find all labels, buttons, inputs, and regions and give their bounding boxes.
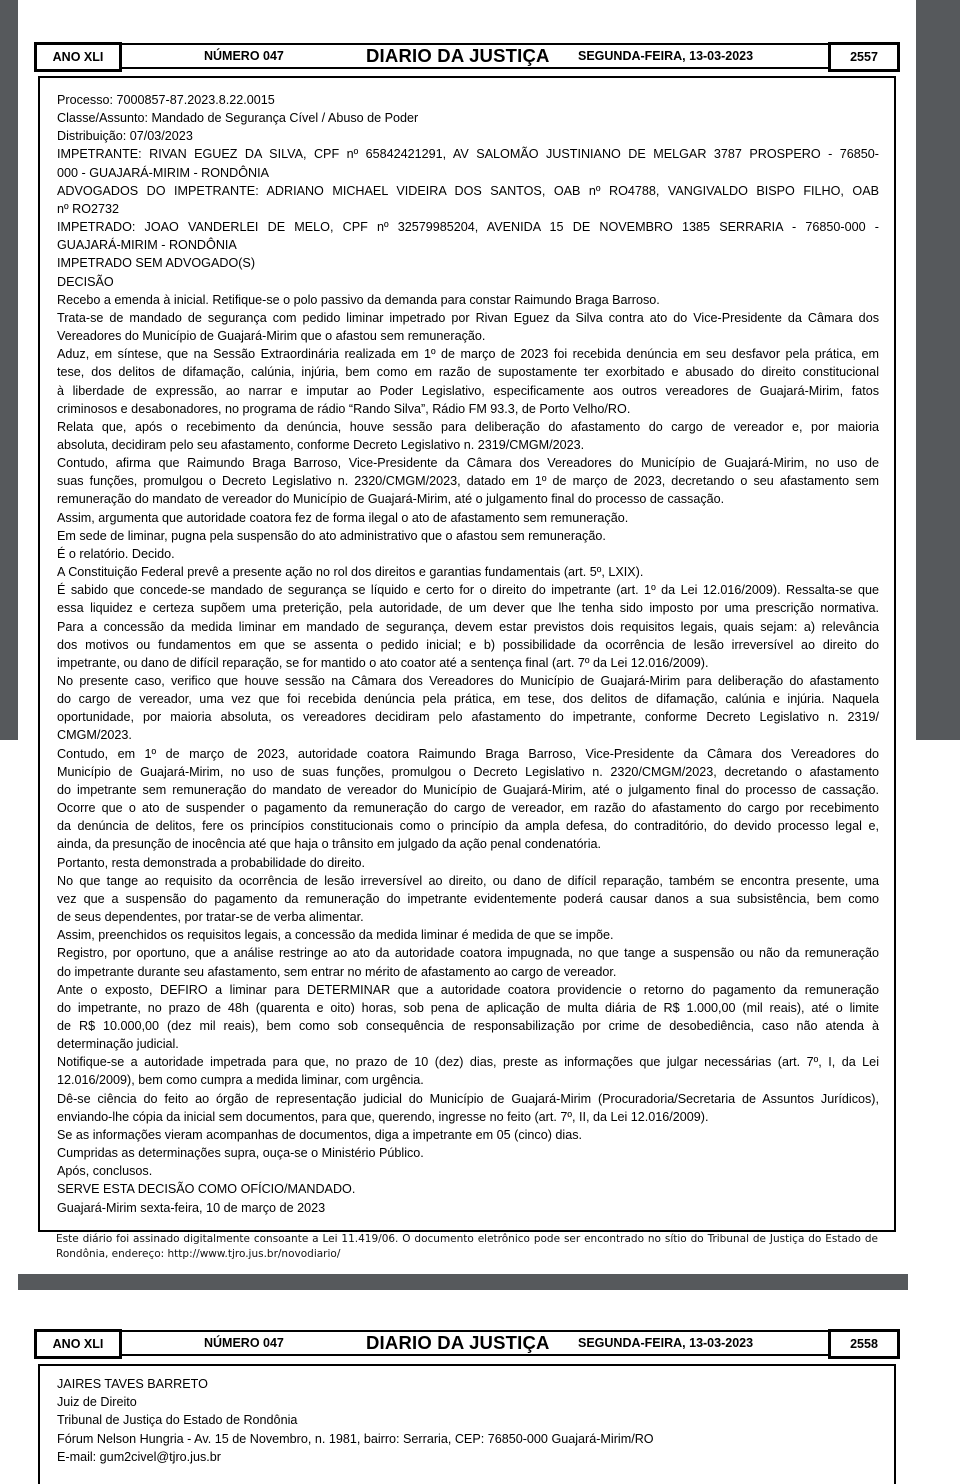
text-line: JAIRES TAVES BARRETO (57, 1377, 208, 1391)
text-line: Vereadores do Município de Guajará-Mirim que o afastou sem remuneração. (57, 329, 486, 344)
text-line: Tribunal de Justiça do Estado de Rondônia (57, 1413, 298, 1428)
page-number: 2557 (850, 50, 878, 64)
text-line: DECISÃO (57, 274, 114, 289)
signature-block (57, 1375, 879, 1466)
text-line: SERVE ESTA DECISÃO COMO OFÍCIO/MANDADO. (57, 1182, 356, 1197)
text-line: Trata-se de mandado de segurança com pedido liminar impetrado por Rivan Eguez da Silva contra ato do Vice-Presidente da Câmara dos (57, 310, 879, 325)
text-line: IMPETRANTE: RIVAN EGUEZ DA SILVA, CPF nº 65842421291, AV SALOMÃO JUSTINIANO DE MELGAR 3787 PROSPERO - 76850- (57, 147, 879, 162)
text-line: 12.016/2009), bem como cumpra a medida liminar, com urgência. (57, 1073, 424, 1088)
text-line: suas funções, promulgou o Decreto Legislativo n. 2320/CMGM/2023, datado em 1º de março de 2023, decretando o seu afastamento sem (57, 474, 879, 489)
text-line: IMPETRADO: JOAO VANDERLEI DE MELO, CPF nº 32579985204, AVENIDA 15 DE NOVEMBRO 1385 SERRARIA - 76850-000 - (57, 220, 879, 235)
text-line: determinação judicial. (57, 1037, 179, 1052)
year-box (34, 1329, 122, 1359)
issue-number: NÚMERO 047 (204, 49, 284, 63)
text-line: Fórum Nelson Hungria - Av. 15 de Novembro, n. 1981, bairro: Serraria, CEP: 76850-000 Guajará-Mirim/RO (57, 1431, 654, 1446)
text-line: Juiz de Direito (57, 1395, 137, 1410)
text-line: A Constituição Federal prevê a presente ação no rol dos direitos e garantias fundamentais (art. 5º, LXIX). (57, 565, 644, 580)
text-line: Registro, por oportuno, que a análise restringe ao ato da autoridade coatora impugnada, no que tange a suspensão ou não da remuneração (57, 946, 879, 961)
text-line: CMGM/2023. (57, 728, 132, 743)
text-line: No que tange ao requisito da ocorrência de lesão irreversível ao direito, ou dano de difícil reparação, também se encontra presente, uma (57, 873, 879, 888)
text-line: Distribuição: 07/03/2023 (57, 129, 193, 144)
text-line: Em sede de liminar, pugna pela suspensão do ato administrativo que o afastou sem remuneração. (57, 528, 606, 543)
text-line: Notifique-se a autoridade impetrada para que, no prazo de 10 (dez) dias, preste as informações que julgar necessárias (art. 7º, I, da Lei (57, 1055, 879, 1070)
text-line: Contudo, afirma que Raimundo Braga Barroso, Vice-Presidente da Câmara dos Vereadores do Município de Guajará-Mirim, no uso de (57, 456, 879, 471)
text-line: Cumpridas as determinações supra, ouça-se o Ministério Público. (57, 1146, 424, 1161)
year-box (34, 42, 122, 72)
text-line: Recebo a emenda à inicial. Retifique-se o polo passivo da demanda para constar Raimundo Braga Barroso. (57, 292, 660, 307)
text-line: IMPETRADO SEM ADVOGADO(S) (57, 256, 256, 271)
journal-title: DIARIO DA JUSTIÇA (366, 45, 550, 66)
text-line: ainda, da presunção de inocência até que haja o trânsito em julgado da ação penal condenatória. (57, 837, 602, 852)
text-line: GUAJARÁ-MIRIM - RONDÔNIA (57, 238, 237, 253)
page-number-box (828, 1329, 900, 1359)
text-line: do impetrante sem remuneração do mandato de vereador do Município de Guajará-Mirim, até o julgamento final do processo de cassação. (57, 782, 879, 797)
issue-date: SEGUNDA-FEIRA, 13-03-2023 (578, 1336, 754, 1350)
text-line: E-mail: gum2civel@tjro.jus.br (57, 1449, 221, 1464)
text-line: de seus dependentes, por tratar-se de verba alimentar. (57, 910, 364, 925)
text-line: da denúncia de delitos, fere os princípios constitucionais como o princípio da ampla defesa, do contraditório, do devido processo legal e, (57, 819, 879, 834)
page-number: 2558 (850, 1337, 878, 1351)
text-line: Portanto, resta demonstrada a probabilidade do direito. (57, 855, 366, 870)
text-line: Ante o exposto, DEFIRO a liminar para DETERMINAR que a autoridade coatora providencie o retorno do pagamento da remuneração (57, 982, 879, 997)
signature-text-frame (38, 1364, 896, 1484)
text-line: No presente caso, verifico que houve sessão na Câmara dos Vereadores do Município de Guajará-Mirim para deliberação do afastamento (57, 674, 879, 688)
text-line: É sabido que concede-se mandado de segurança se líquido e certo for o direito do impetrante (art. 1º da Lei 12.016/2009). Ressalta-se que (57, 583, 879, 598)
decision-text (57, 91, 879, 1217)
issue-number: NÚMERO 047 (204, 1336, 284, 1350)
text-line: essa liquidez e certeza supõem uma preterição, pela autoridade, de um dever que lhe tenha sido imposto por uma prescrição normativa. (57, 601, 879, 616)
text-line: Aduz, em síntese, que na Sessão Extraordinária realizada em 1º de março de 2023 foi recebida denúncia em seu desfavor pela prática, em (57, 347, 879, 362)
text-line: Assim, argumenta que autoridade coatora fez de forma ilegal o ato de afastamento sem remuneração. (57, 510, 629, 525)
text-line: enviando-lhe cópia da inicial sem documentos, para que, querendo, ingresse no feito (art. 7º, II, da Lei 12.016/2009). (57, 1109, 709, 1124)
text-line: Assim, preenchidos os requisitos legais, a concessão da medida liminar é medida de que se impõe. (57, 928, 614, 943)
text-line: do cargo de vereador, uma vez que foi recebida denúncia pela prática, em tese, dos delitos de difamação, calúnia e injúria. Naquela (57, 692, 879, 707)
text-line: dos motivos ou fundamentos em que se assenta o pedido inicial; e b) possibilidade da ocorrência de lesão irreversível ao direito do (57, 637, 879, 652)
text-line: Classe/Assunto: Mandado de Segurança Cível / Abuso de Poder (57, 111, 419, 126)
text-line: do impetrante, no prazo de 48h (quarenta e oito) horas, sob pena de aplicação de multa diária de R$ 1.000,00 (mil reais), até o limite (57, 1000, 879, 1015)
page-header (36, 43, 898, 69)
text-line: Processo: 7000857-87.2023.8.22.0015 (57, 93, 275, 107)
page-2558[interactable] (18, 1308, 916, 1471)
digital-signature-note: Este diário foi assinado digitalmente consoante a Lei 11.419/06. O documento eletrônico pode ser encontrado no sítio do Tribunal de Justiça do Estado de Rondônia, endereço: http://www.tjro.jus.br/novodiario/ (56, 1233, 878, 1260)
page-2557[interactable] (18, 10, 916, 1274)
journal-title: DIARIO DA JUSTIÇA (366, 1332, 550, 1353)
text-line: à liberdade de expressão, ao narrar e imputar ao Poder Legislativo, especificamente aos outros vereadores de Guajará-Mirim, fatos (57, 383, 879, 398)
text-line: Relata que, após o recebimento da denúncia, houve sessão para deliberação do afastamento do cargo de vereador e, por maioria (57, 419, 879, 434)
text-line: Para a concessão da medida liminar em mandado de segurança, devem estar previstos dois requisitos legais, quais sejam: a) relevância (57, 619, 879, 634)
text-line: 000 - GUAJARÁ-MIRIM - RONDÔNIA (57, 165, 270, 180)
page-number-box (828, 42, 900, 72)
page-header (36, 1330, 898, 1356)
text-line: Dê-se ciência do feito ao órgão de representação judicial do Município de Guajará-Mirim (Procuradoria/Secretaria de Assuntos Jurídicos), (57, 1091, 879, 1106)
text-line: remuneração do mandato de vereador do Município de Guajará-Mirim, até o julgamento final do processo de cassação. (57, 492, 725, 507)
text-line: Município de Guajará-Mirim, no uso de suas funções, promulgou o Decreto Legislativo n. 2320/CMGM/2023, decretando o afastamento (57, 764, 879, 779)
issue-date: SEGUNDA-FEIRA, 13-03-2023 (578, 49, 754, 63)
text-line: impetrante, ou dano de difícil reparação, se for mantido o ato coator até a sentença final (art. 7º da Lei 12.016/2009). (57, 655, 709, 670)
text-line: Ocorre que o ato de suspender o pagamento da remuneração do cargo de vereador, em razão do afastamento do cargo por recebimento (57, 801, 879, 816)
viewer-gap-left (0, 0, 18, 740)
year-label: ANO XLI (52, 50, 104, 64)
text-line: nº RO2732 (57, 201, 120, 216)
text-line: oportunidade, por maioria absoluta, os vereadores decidiram pelo afastamento do impetrante, conforme Decreto Legislativo n. 2319/ (57, 710, 879, 725)
decision-text-frame (38, 76, 896, 1232)
viewer-gap-right (916, 0, 960, 740)
text-line: ADVOGADOS DO IMPETRANTE: ADRIANO MICHAEL VIDEIRA DOS SANTOS, OAB nº RO4788, VANGIVALDO BISPO FILHO, OAB (57, 183, 879, 198)
text-line: É o relatório. Decido. (57, 546, 175, 561)
text-line: tese, dos delitos de difamação, calúnia, injúria, bem como em razão de supostamente ter exorbitado e abusado do direito constitucional (57, 365, 879, 380)
text-line: criminosos e desabonadores, no programa de rádio “Rando Silva”, Rádio FM 93.3, de Porto Velho/RO. (57, 401, 631, 416)
text-line: absoluta, decidiram pelo seu afastamento, conforme Decreto Legislativo n. 2319/CMGM/2023. (57, 437, 585, 452)
text-line: do impetrante durante seu afastamento, sem entrar no mérito de afastamento ao cargo de vereador. (57, 964, 617, 979)
text-line: Contudo, em 1º de março de 2023, autoridade coatora Raimundo Braga Barroso, Vice-Presidente da Câmara dos Vereadores do (57, 746, 879, 761)
text-line: Guajará-Mirim sexta-feira, 10 de março de 2023 (57, 1200, 326, 1215)
text-line: vez que a suspensão do pagamento da remuneração do impetrante evidentemente poderá causar danos a sua subsistência, bem como (57, 891, 879, 906)
year-label: ANO XLI (52, 1337, 104, 1351)
viewer-gap-bottom (18, 1274, 908, 1290)
text-line: de R$ 10.000,00 (dez mil reais), bem como sob consequência de responsabilização por crime de desobediência, caso não atenda à (57, 1018, 879, 1033)
text-line: Se as informações vieram acompanhas de documentos, diga a impetrante em 05 (cinco) dias. (57, 1127, 583, 1142)
text-line: Após, conclusos. (57, 1164, 153, 1179)
